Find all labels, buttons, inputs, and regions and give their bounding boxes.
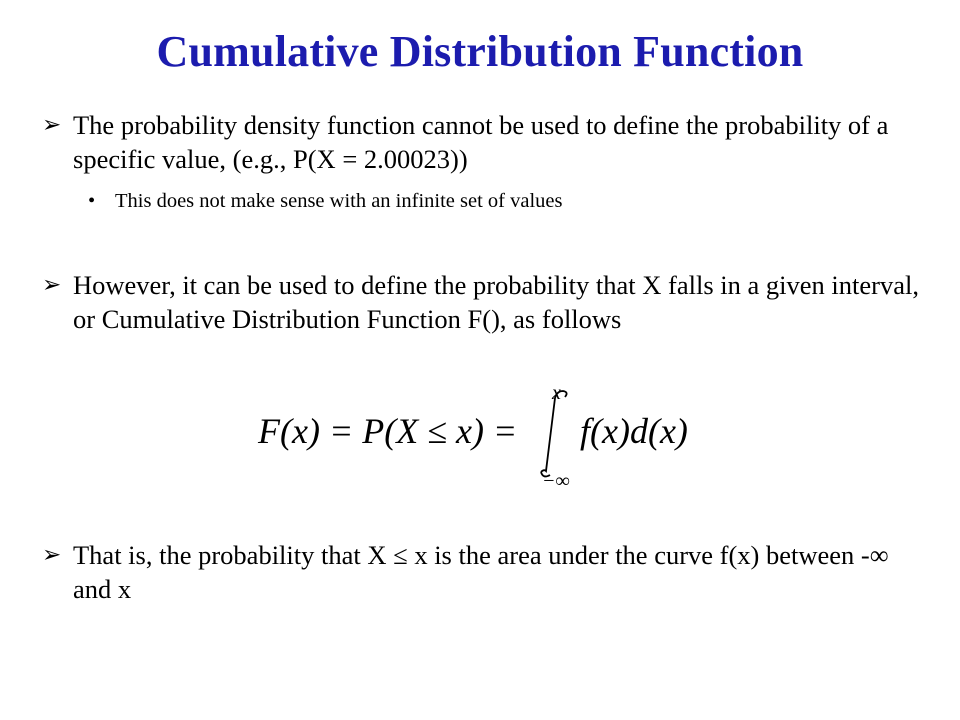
bullet-3-text: That is, the probability that X ≤ x is the area under the curve f(x) between -∞ and x [73, 540, 889, 604]
bullet-1-text: The probability density function cannot be used to define the probability of a specific value, (e.g., P(X = 2.00023)) [73, 110, 889, 174]
bullet-1 [42, 108, 922, 176]
dot-bullet-icon: • [88, 190, 96, 212]
slide-title: Cumulative Distribution Function [156, 27, 804, 76]
subbullet-1-text: This does not make sense with an infinite set of values [115, 190, 563, 212]
arrow-bullet-icon: ➢ [42, 112, 62, 138]
bullet-2 [42, 268, 922, 336]
formula-integrand: f(x)d(x) [580, 411, 688, 451]
formula-lower-limit: −∞ [542, 470, 570, 492]
subbullet-1 [88, 188, 908, 214]
cdf-formula [250, 383, 730, 493]
bullet-3 [42, 538, 922, 606]
formula-upper-limit: x [552, 382, 561, 404]
bullet-2-text: However, it can be used to define the probability that X falls in a given interval, or Cumulative Distribution Function F(), as follows [73, 270, 919, 334]
arrow-bullet-icon: ➢ [42, 542, 62, 568]
formula-lhs: F(x) = P(X ≤ x) = [258, 411, 518, 451]
arrow-bullet-icon: ➢ [42, 272, 62, 298]
cdf-formula-svg [250, 383, 730, 493]
